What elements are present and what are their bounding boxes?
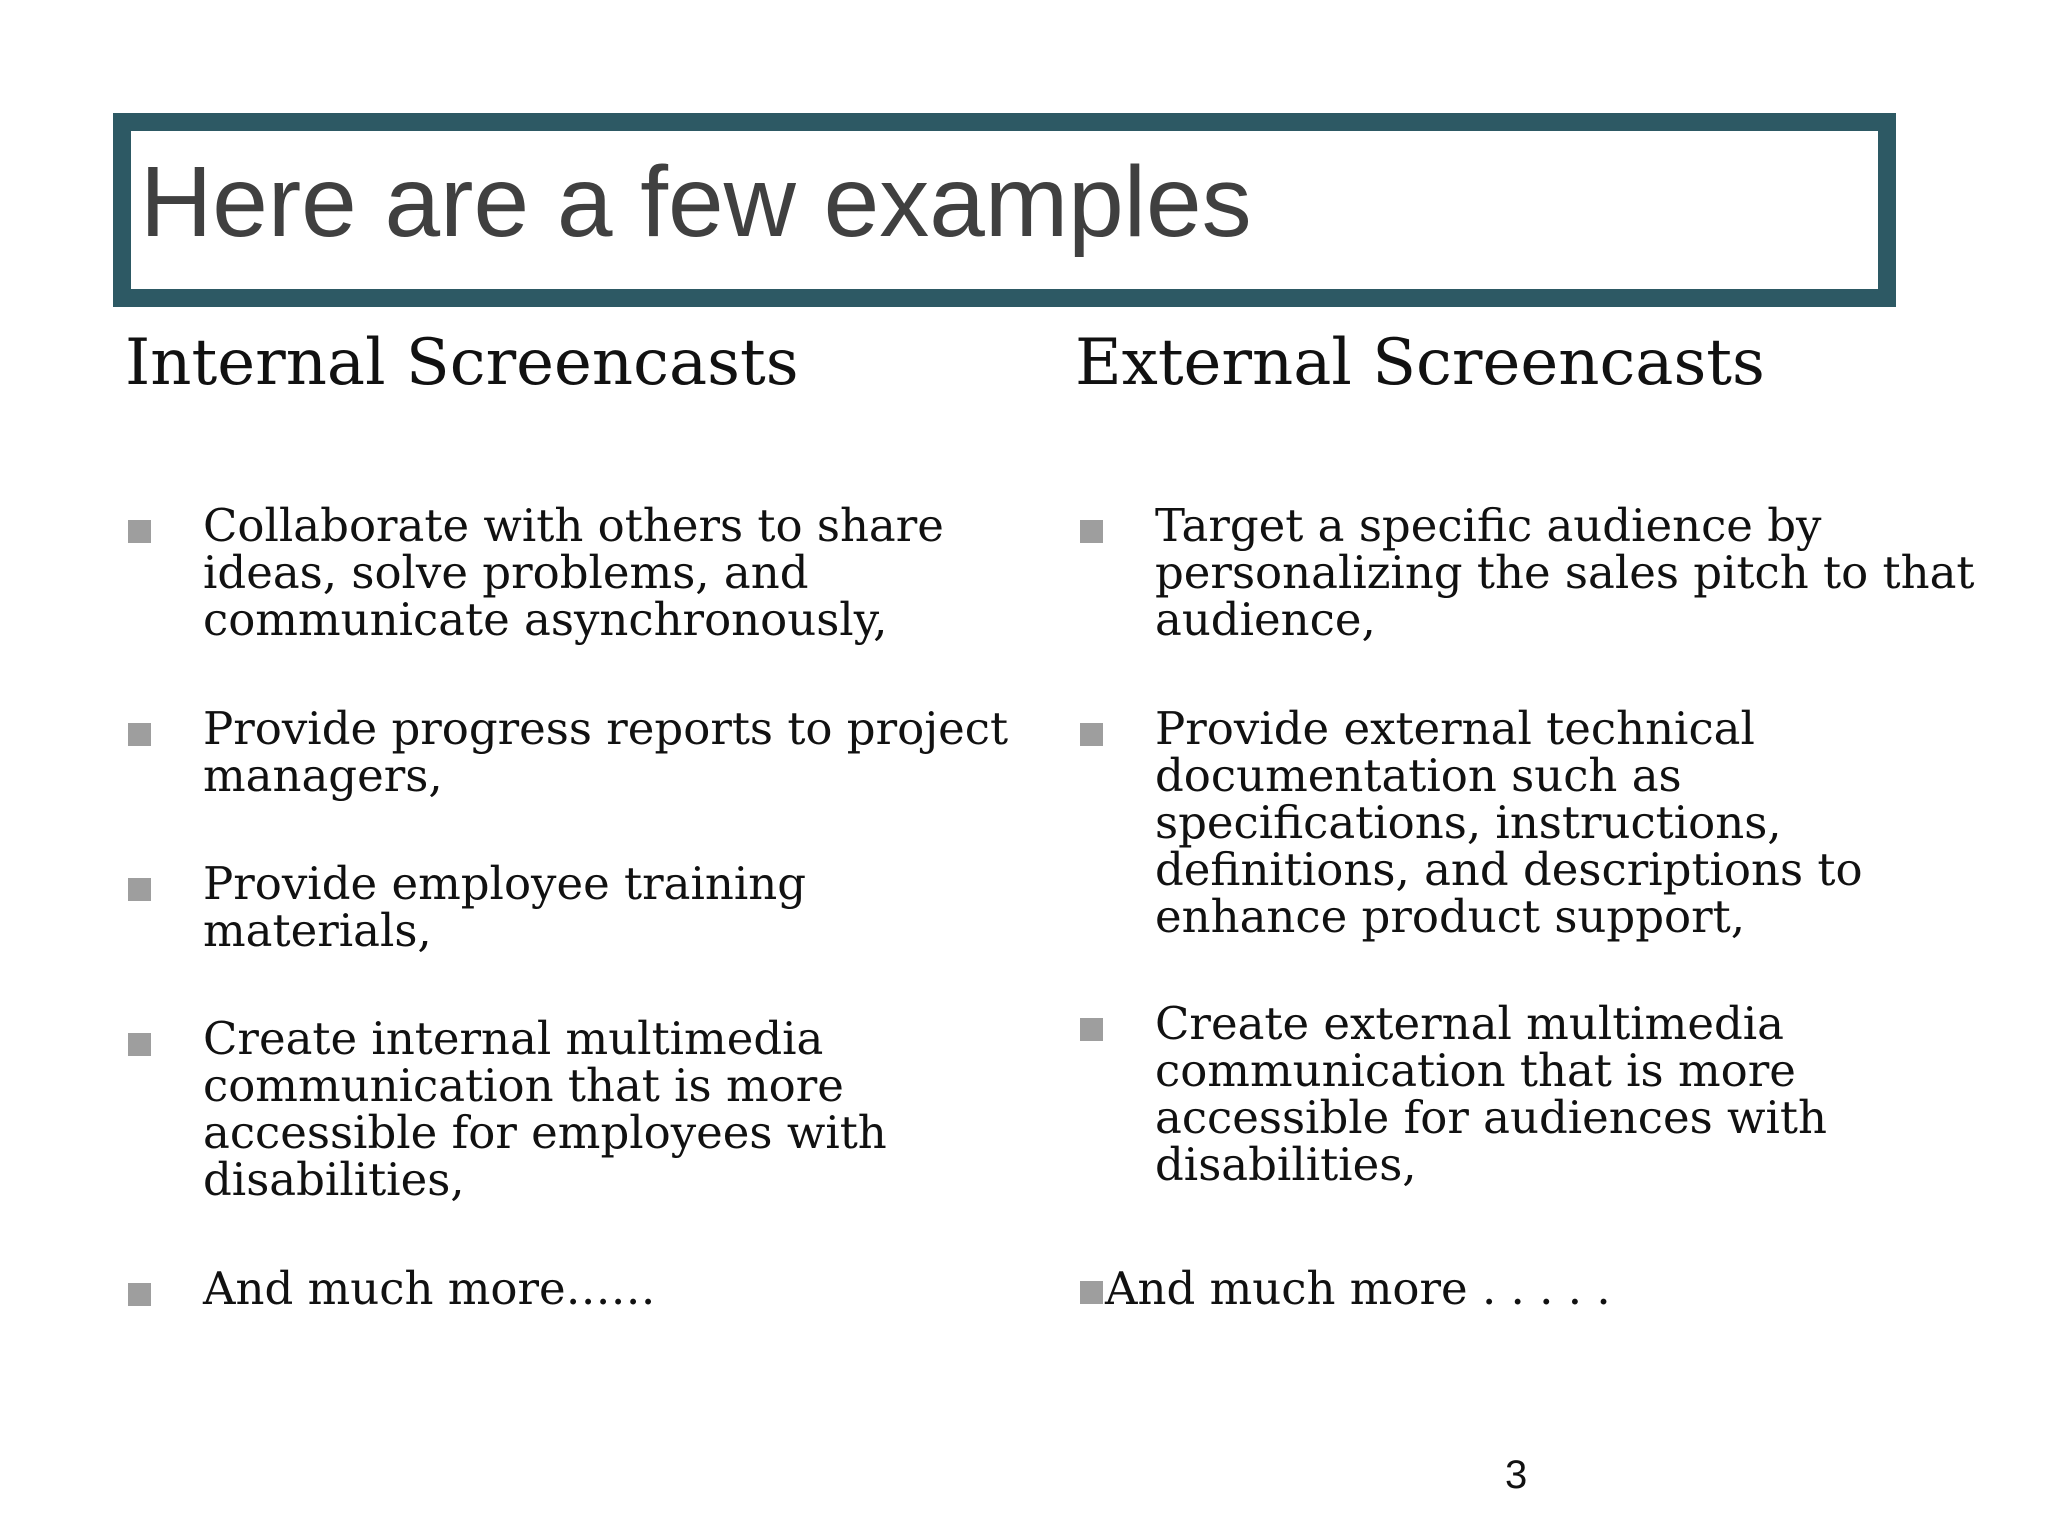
square-bullet-icon — [128, 1033, 151, 1056]
list-item-text: Create internal multimedia communication that is more accessible for employees with disabilities, — [203, 1012, 887, 1206]
slide-title: Here are a few examples — [140, 146, 1252, 258]
list-item-text: Target a specific audience by personalizing the sales pitch to that audience, — [1155, 499, 1975, 646]
square-bullet-icon — [1080, 1018, 1103, 1041]
list-item-text: Collaborate with others to share ideas, solve problems, and communicate asynchronously, — [203, 499, 944, 646]
list-item-text: Create external multimedia communication that is more accessible for audiences with disabilities, — [1155, 997, 1827, 1191]
list-item-text: Provide employee training materials, — [203, 857, 806, 957]
square-bullet-icon — [128, 1283, 151, 1306]
page-number: 3 — [1505, 1453, 1528, 1497]
square-bullet-icon — [1080, 520, 1103, 543]
internal-screencasts-heading: Internal Screencasts — [125, 326, 799, 400]
square-bullet-icon — [1080, 1281, 1103, 1304]
list-item-text: And much more . . . . . — [1080, 1265, 1611, 1312]
square-bullet-icon — [128, 520, 151, 543]
square-bullet-icon — [128, 723, 151, 746]
external-screencasts-heading: External Screencasts — [1075, 326, 1765, 400]
square-bullet-icon — [1080, 723, 1103, 746]
list-item-text: And much more…… — [203, 1262, 656, 1315]
list-item-text: Provide external technical documentation such as specifications, instructions, definitions, and descriptions to enhance product support, — [1155, 702, 1863, 943]
list-item-text: Provide progress reports to project managers, — [203, 702, 1009, 802]
square-bullet-icon — [128, 878, 151, 901]
